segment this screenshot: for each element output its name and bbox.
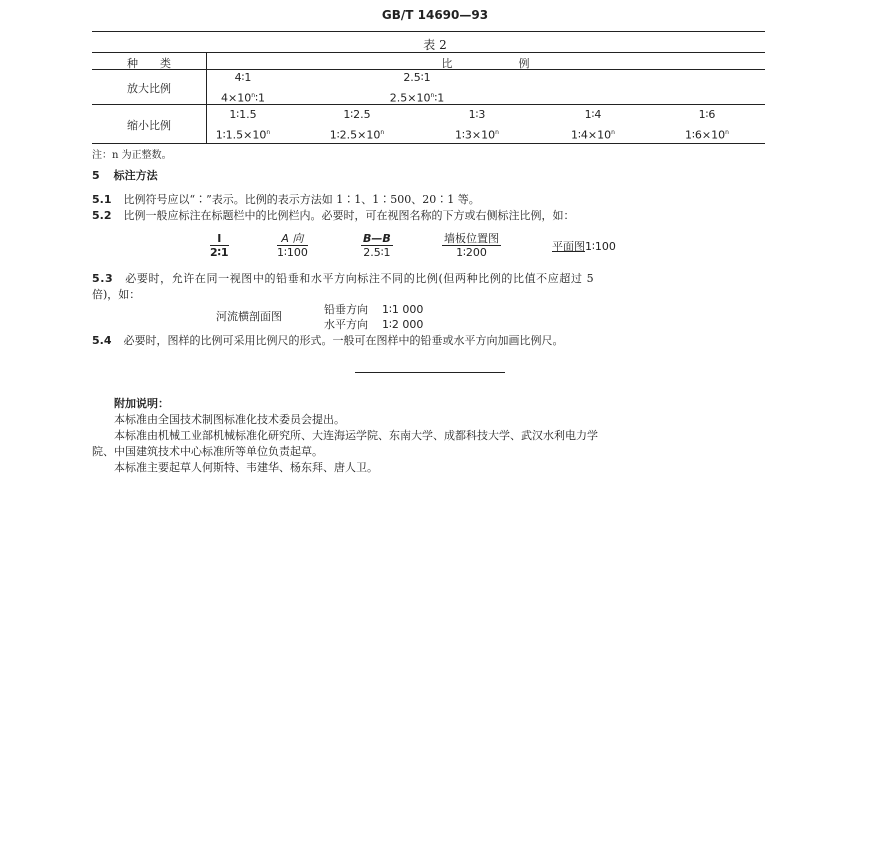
table-cell: 4∶1 $4\times 10^n∶1$ bbox=[221, 71, 265, 105]
paragraph-5-4: 5.4 必要时，图样的比例可采用比例尺的形式。一般可在图样中的铅垂或水平方向加画比例尺。 bbox=[92, 334, 564, 347]
end-rule bbox=[355, 372, 505, 373]
table-note: 注：n 为正整数。 bbox=[92, 150, 172, 161]
paragraph-5-2: 5.2 比例一般应标注在标题栏中的比例栏内。必要时，可在视图名称的下方或右侧标注比例，如： bbox=[92, 209, 575, 222]
table-cell: 1∶2.5 $1∶2.5\times 10^n$ bbox=[329, 108, 385, 142]
appendix-line: 本标准由机械工业部机械标准化研究所、大连海运学院、东南大学、成都科技大学、武汉水利电力学 bbox=[114, 429, 598, 442]
paragraph-5-3: 5.3 必要时，允许在同一视图中的铅垂和水平方向标注不同的比例(但两种比例的比值不应超过 5 bbox=[92, 272, 595, 285]
table-caption: 表 2 bbox=[423, 38, 447, 52]
header-rule bbox=[92, 31, 765, 32]
table-cell: 1∶1.5 $1∶1.5\times 10^n$ bbox=[215, 108, 271, 142]
example-fraction: A 向 1∶100 bbox=[277, 232, 308, 259]
col-header-scale: 比 例 bbox=[441, 57, 530, 70]
section-heading: 5 标注方法 bbox=[92, 169, 158, 182]
table-cell: 1∶3 $1∶3\times 10^n$ bbox=[455, 108, 499, 142]
table-cell: 1∶4 $1∶4\times 10^n$ bbox=[571, 108, 615, 142]
standard-number: GB/T 14690—93 bbox=[381, 8, 489, 22]
col-header-type: 种 类 bbox=[127, 57, 171, 70]
river-row: 铅垂方向 1∶1 000 bbox=[324, 303, 424, 316]
appendix-line: 本标准由全国技术制图标准化技术委员会提出。 bbox=[114, 413, 345, 426]
example-fraction: $\frac{I}{2∶1}$ bbox=[210, 232, 229, 259]
paragraph-5-1: 5.1 比例符号应以“∶”表示。比例的表示方法如 1∶1、1∶500、20∶1 等。 bbox=[92, 193, 480, 206]
appendix-line: 院、中国建筑技术中心标准所等单位负责起草。 bbox=[92, 445, 323, 458]
river-row: 水平方向 1∶2 000 bbox=[324, 318, 424, 331]
appendix-line: 本标准主要起草人何斯特、韦建华、杨东拜、唐人卫。 bbox=[114, 461, 378, 474]
table-cell: 2.5∶1 $2.5\times 10^n∶1$ bbox=[389, 71, 445, 105]
row-label-enlarge: 放大比例 bbox=[127, 82, 171, 95]
example-fraction: 墙板位置图 1∶200 bbox=[444, 232, 499, 259]
paragraph-5-3-cont: 倍)，如： bbox=[92, 288, 141, 301]
river-example-name: 河流横剖面图 bbox=[216, 310, 282, 323]
table-rule bbox=[92, 52, 765, 53]
inline-example: 平面图1∶100 bbox=[552, 240, 616, 253]
example-fraction: $\frac{B—B}{2.5∶1}$ bbox=[363, 232, 391, 259]
row-label-reduce: 缩小比例 bbox=[127, 119, 171, 132]
table-cell: 1∶6 $1∶6\times 10^n$ bbox=[685, 108, 729, 142]
appendix-title: 附加说明： bbox=[114, 397, 169, 410]
